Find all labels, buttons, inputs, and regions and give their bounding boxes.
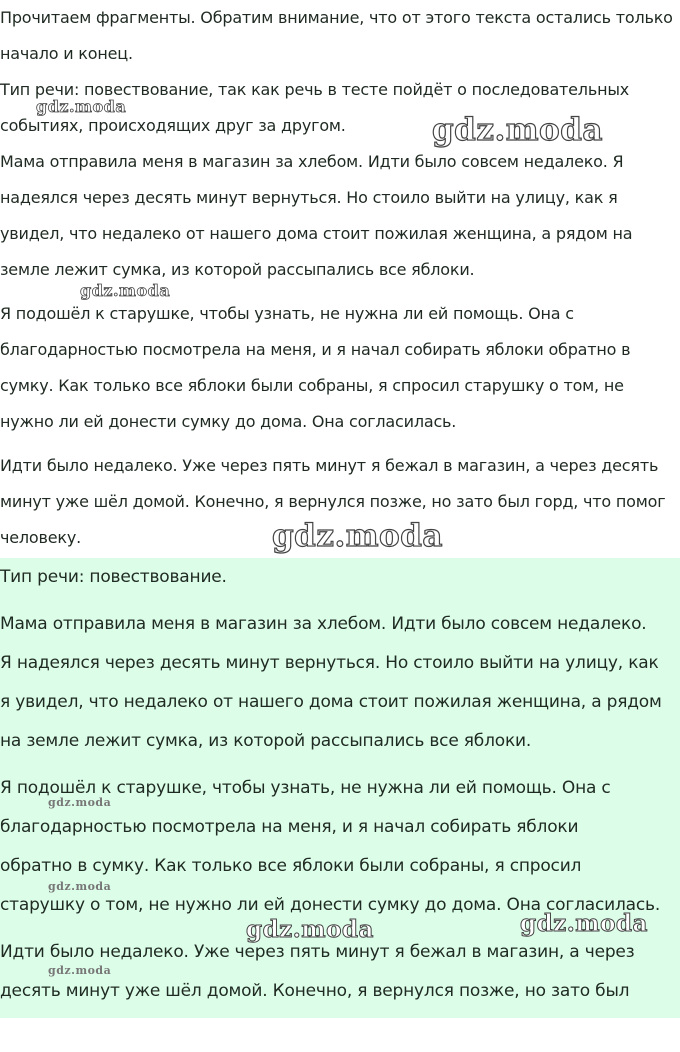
answer-line: на земле лежит сумка, из которой рассыпались все яблоки. — [0, 731, 532, 751]
watermark-text: gdz.moda — [48, 880, 112, 893]
answer-line: благодарностью посмотрела на меня, и я начал собирать яблоки — [0, 817, 579, 837]
story-line: Идти было недалеко. Уже через пять минут я бежал в магазин, а через десять — [0, 456, 659, 475]
answer-line: Я надеялся через десять минут вернуться. Но стоило выйти на улицу, как — [0, 653, 659, 673]
story-line: земле лежит сумка, из которой рассыпались все яблоки. — [0, 260, 475, 279]
story-line: человеку. — [0, 528, 82, 547]
answer-paragraph — [0, 933, 680, 1011]
answer-line: старушку о том, не нужно ли ей донести сумку до дома. Она согласилась. — [0, 895, 661, 915]
watermark-text: gdz.moda — [272, 518, 443, 554]
answer-paragraph — [0, 769, 680, 925]
story-line: сумку. Как только все яблоки были собраны, я спросил старушку о том, не — [0, 376, 624, 395]
story-line: увидел, что недалеко от нашего дома стоит пожилая женщина, а рядом на — [0, 224, 633, 243]
story-line: минут уже шёл домой. Конечно, я вернулся позже, но зато был горд, что помог — [0, 492, 666, 511]
answer-line: Я подошёл к старушке, чтобы узнать, не нужна ли ей помощь. Она с — [0, 778, 611, 798]
watermark-text: gdz.moda — [36, 97, 127, 116]
story-line: нужно ли ей донести сумку до дома. Она согласилась. — [0, 412, 457, 431]
analysis-line: Тип речи: повествование, так как речь в тесте пойдёт о последовательных — [0, 80, 630, 99]
watermark-text: gdz.moda — [48, 796, 112, 809]
watermark-text: gdz.moda — [48, 964, 112, 977]
story-line: благодарностью посмотрела на меня, и я начал собирать яблоки обратно в — [0, 340, 631, 359]
answer-line: я увидел, что недалеко от нашего дома стоит пожилая женщина, а рядом — [0, 692, 662, 712]
answer-block — [0, 558, 680, 1018]
answer-line: Мама отправила меня в магазин за хлебом. Идти было совсем недалеко. — [0, 614, 647, 634]
answer-line: обратно в сумку. Как только все яблоки были собраны, я спросил — [0, 856, 582, 876]
answer-type: Тип речи: повествование. — [0, 567, 227, 587]
story-line: надеялся через десять минут вернуться. Но стоило выйти на улицу, как я — [0, 188, 618, 207]
story-line: Мама отправила меня в магазин за хлебом. Идти было совсем недалеко. Я — [0, 152, 624, 171]
analysis-line: событиях, происходящих друг за другом. — [0, 116, 346, 135]
answer-paragraph — [0, 605, 680, 761]
story-line: Я подошёл к старушке, чтобы узнать, не нужна ли ей помощь. Она с — [0, 304, 574, 323]
watermark-text: gdz.moda — [80, 281, 171, 300]
answer-line: Идти было недалеко. Уже через пять минут я бежал в магазин, а через — [0, 942, 635, 962]
watermark-text: gdz.moda — [246, 916, 374, 943]
answer-line: десять минут уже шёл домой. Конечно, я вернулся позже, но зато был — [0, 981, 630, 1001]
intro-line: начало и конец. — [0, 44, 133, 63]
watermark-text: gdz.moda — [520, 910, 648, 937]
intro-line: Прочитаем фрагменты. Обратим внимание, что от этого текста остались только — [0, 8, 673, 27]
watermark-text: gdz.moda — [432, 112, 603, 148]
